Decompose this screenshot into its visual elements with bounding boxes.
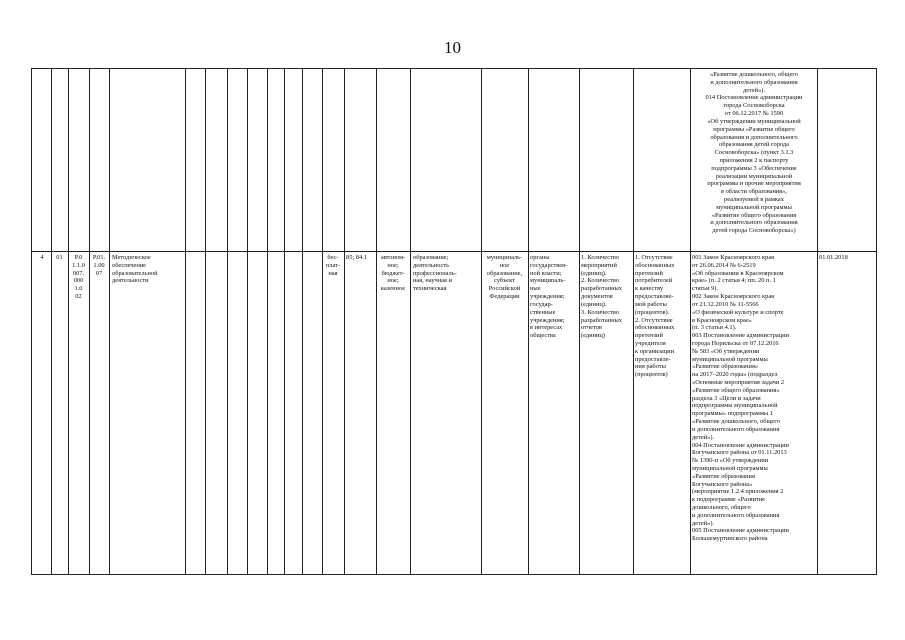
activity-sphere-cell: образование; деятельность профессиональ- ная, научная и техническая <box>413 254 457 293</box>
service-name-cell: Методическое обеспечение образовательной деятельности <box>112 254 158 285</box>
paid-flag-cell: бес- плат- ная <box>325 254 341 277</box>
volume-indicators-cell: 1. Количество мероприятий (единиц). 2. Количество разработанных документов (единиц). 3. Количество разработанных отчетов (единиц) <box>581 254 622 340</box>
col-divider <box>284 69 285 574</box>
col-divider <box>247 69 248 574</box>
col-divider <box>51 69 52 574</box>
section-code-cell: 01 <box>56 254 63 261</box>
quality-indicators-cell: 1. Отсутствие обоснованных претензий потребителей к качеству предоставляе- мой работы (процентов). 2. Отсутствие обоснованных претензий учредителя к организации предоставле- ния работы (процентов) <box>635 254 675 379</box>
institution-type-cell: автоном- ное; бюджет- ное; казенное <box>380 254 406 293</box>
col-divider <box>109 69 110 574</box>
col-divider <box>344 69 345 574</box>
page-number: 10 <box>444 38 461 57</box>
okved-cell: 85; 84.1 <box>346 254 367 261</box>
consumers-cell: органы государствен- ной власти; муниципаль- ные учреждения; государ- ственные учреждения; в интересах общества <box>530 254 568 340</box>
col-divider <box>817 69 818 574</box>
legal-basis-cell: 001 Закон Красноярского края от 26.06.2014 № 6-2519 «Об образовании в Красноярском крае» (п. 2 статьи 4; пп. 20 п. 1 статьи 9). 002 Закон Красноярского края от 21.12.2010 № 11-5566 «О физической культуре и спорте в Красноярском крае» (п. 3 статьи 4.1). 003 Постановление администрации города Норильска от 07.12.2016 № 583 «Об утверждении муниципальной программы «Развитие образования» на 2017–2020 годы» (подраздел «Основные мероприятия задачи 2 «Развитие общего образования» раздела 3 «Цели и задачи подпрограммы муниципальной программы» подпрограммы 1 «Развитие дошкольного, общего и дополнительного образования детей»). 004 Постановление администрации Богучанского района от 01.11.2013 № 1390-п «Об утверждении муниципальной программы «Развитие образования Богучанского района» (мероприятие 1.2.4 приложения 2 к подпрограмме «Развитие дошкольного, общего и дополнительного образования детей»). 005 Постановление администрации Большемуртинского района <box>692 254 789 543</box>
row-divider <box>32 251 876 252</box>
col-divider <box>322 69 323 574</box>
work-code-cell: Р.01. 1.00 07 <box>92 254 106 277</box>
col-divider <box>227 69 228 574</box>
col-divider <box>528 69 529 574</box>
col-divider <box>89 69 90 574</box>
col-divider <box>205 69 206 574</box>
col-divider <box>579 69 580 574</box>
col-divider <box>185 69 186 574</box>
legal-basis-cell: «Развитие дошкольного, общего и дополнительного образования детей»). 014 Постановление администрации города Сосновоборска от 06.12.2017 № 1590 «Об утверждении муниципальной программы «Развитие общего образования и дополнительного образования детей города Сосновоборска» (пункт 3.1.3 приложения 2 к паспорту подпрограммы 3 «Обеспечение реализации муниципальной программы и прочие мероприятия в области образования», реализуемой в рамках муниципальной программы «Развитие общего образования и дополнительного образования детей города Сосновоборска») <box>705 71 803 235</box>
registry-table <box>31 68 877 575</box>
col-divider <box>690 69 691 574</box>
col-divider <box>481 69 482 574</box>
col-divider <box>68 69 69 574</box>
registry-code-cell: Р.0 1.1.0 007. 000 1.0 02 <box>72 254 85 301</box>
col-divider <box>410 69 411 574</box>
row-number-cell: 4 <box>40 254 44 261</box>
col-divider <box>376 69 377 574</box>
col-divider <box>267 69 268 574</box>
territory-cell: муниципаль- ное образование, субъект Российской Федерации <box>486 254 523 301</box>
date-cell: 01.01.2018 <box>819 254 848 261</box>
col-divider <box>302 69 303 574</box>
col-divider <box>633 69 634 574</box>
